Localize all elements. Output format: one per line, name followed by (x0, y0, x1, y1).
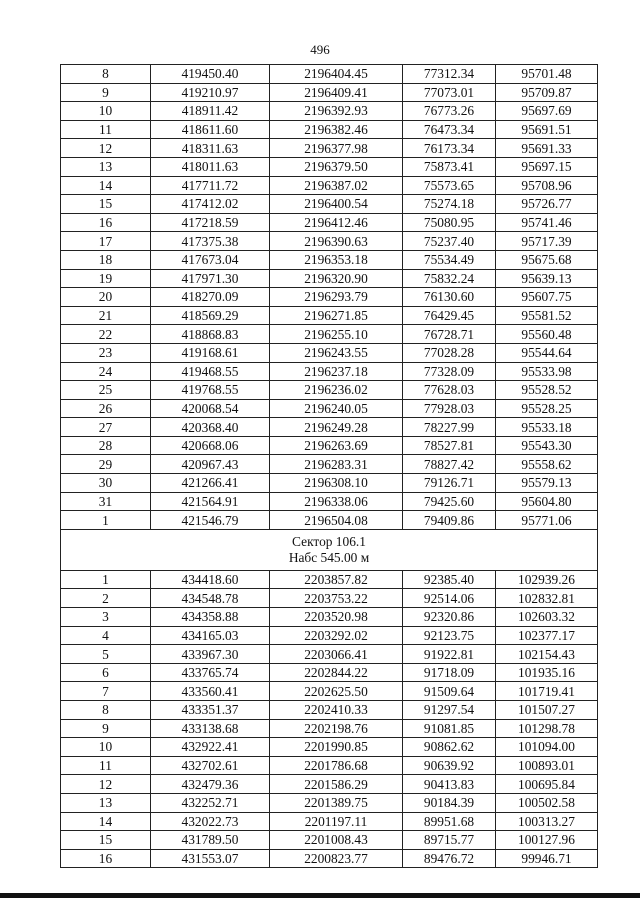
cell-coord-local-x: 76473.34 (403, 120, 496, 139)
table-row (61, 492, 598, 511)
cell-coord-local-x: 76773.26 (403, 102, 496, 121)
page-number: 496 (310, 42, 330, 57)
cell-point-number: 28 (61, 436, 151, 455)
table-row (61, 831, 598, 850)
cell-coord-y: 2196338.06 (270, 492, 403, 511)
cell-coord-local-x: 79126.71 (403, 474, 496, 493)
cell-coord-local-x: 91297.54 (403, 701, 496, 720)
cell-point-number: 10 (61, 738, 151, 757)
cell-coord-y: 2202198.76 (270, 719, 403, 738)
cell-coord-local-x: 89715.77 (403, 831, 496, 850)
table-row (61, 436, 598, 455)
table-row (61, 418, 598, 437)
cell-coord-x: 417971.30 (151, 269, 270, 288)
cell-coord-y: 2196283.31 (270, 455, 403, 474)
cell-point-number: 15 (61, 831, 151, 850)
cell-coord-x: 434358.88 (151, 608, 270, 627)
cell-coord-local-y: 95581.52 (496, 306, 598, 325)
cell-coord-local-x: 79425.60 (403, 492, 496, 511)
cell-coord-local-y: 102832.81 (496, 589, 598, 608)
table-row (61, 213, 598, 232)
cell-coord-y: 2196382.46 (270, 120, 403, 139)
cell-point-number: 13 (61, 793, 151, 812)
cell-coord-x: 432022.73 (151, 812, 270, 831)
cell-coord-local-y: 95604.80 (496, 492, 598, 511)
cell-coord-x: 421564.91 (151, 492, 270, 511)
cell-point-number: 10 (61, 102, 151, 121)
cell-coord-y: 2196377.98 (270, 139, 403, 158)
cell-coord-y: 2196236.02 (270, 381, 403, 400)
cell-coord-y: 2196400.54 (270, 195, 403, 214)
cell-coord-y: 2196412.46 (270, 213, 403, 232)
cell-coord-local-x: 91509.64 (403, 682, 496, 701)
cell-coord-local-y: 95533.98 (496, 362, 598, 381)
cell-coord-y: 2196320.90 (270, 269, 403, 288)
table-row (61, 250, 598, 269)
cell-coord-y: 2196308.10 (270, 474, 403, 493)
cell-coord-local-x: 75534.49 (403, 250, 496, 269)
cell-coord-y: 2200823.77 (270, 849, 403, 868)
cell-coord-local-y: 100313.27 (496, 812, 598, 831)
table-body-part1 (61, 65, 598, 530)
cell-point-number: 20 (61, 288, 151, 307)
cell-coord-local-y: 100502.58 (496, 793, 598, 812)
cell-coord-x: 417673.04 (151, 250, 270, 269)
cell-coord-local-x: 77628.03 (403, 381, 496, 400)
cell-coord-local-y: 95701.48 (496, 65, 598, 84)
cell-point-number: 25 (61, 381, 151, 400)
cell-coord-x: 434548.78 (151, 589, 270, 608)
cell-coord-x: 417711.72 (151, 176, 270, 195)
cell-coord-local-x: 76429.45 (403, 306, 496, 325)
cell-coord-y: 2196293.79 (270, 288, 403, 307)
cell-coord-local-y: 95560.48 (496, 325, 598, 344)
cell-point-number: 17 (61, 232, 151, 251)
cell-coord-local-x: 77328.09 (403, 362, 496, 381)
cell-coord-local-y: 95771.06 (496, 511, 598, 530)
cell-point-number: 15 (61, 195, 151, 214)
cell-coord-y: 2201786.68 (270, 756, 403, 775)
cell-coord-y: 2202410.33 (270, 701, 403, 720)
cell-point-number: 19 (61, 269, 151, 288)
cell-coord-x: 418611.60 (151, 120, 270, 139)
cell-coord-x: 419210.97 (151, 83, 270, 102)
cell-coord-y: 2201389.75 (270, 793, 403, 812)
cell-coord-x: 434418.60 (151, 570, 270, 589)
cell-coord-x: 418270.09 (151, 288, 270, 307)
cell-coord-local-y: 95607.75 (496, 288, 598, 307)
cell-coord-y: 2203292.02 (270, 626, 403, 645)
section-subtitle: Набс 545.00 м (288, 549, 370, 565)
cell-coord-y: 2196240.05 (270, 399, 403, 418)
cell-coord-x: 432922.41 (151, 738, 270, 757)
table-row (61, 682, 598, 701)
cell-coord-x: 419468.55 (151, 362, 270, 381)
cell-point-number: 12 (61, 775, 151, 794)
table-row (61, 626, 598, 645)
cell-point-number: 22 (61, 325, 151, 344)
table-row (61, 288, 598, 307)
cell-coord-x: 420068.54 (151, 399, 270, 418)
cell-coord-local-y: 95691.33 (496, 139, 598, 158)
table-row (61, 756, 598, 775)
cell-coord-y: 2196387.02 (270, 176, 403, 195)
cell-coord-x: 432702.61 (151, 756, 270, 775)
table-row (61, 775, 598, 794)
cell-point-number: 1 (61, 511, 151, 530)
cell-coord-local-x: 76130.60 (403, 288, 496, 307)
cell-coord-y: 2203066.41 (270, 645, 403, 664)
cell-coord-x: 433765.74 (151, 663, 270, 682)
cell-point-number: 5 (61, 645, 151, 664)
cell-point-number: 24 (61, 362, 151, 381)
cell-coord-local-x: 90862.62 (403, 738, 496, 757)
table-row (61, 701, 598, 720)
cell-point-number: 21 (61, 306, 151, 325)
cell-coord-local-y: 95639.13 (496, 269, 598, 288)
cell-coord-local-x: 77028.28 (403, 343, 496, 362)
cell-coord-x: 432479.36 (151, 775, 270, 794)
cell-coord-x: 418311.63 (151, 139, 270, 158)
table-row (61, 570, 598, 589)
table-row (61, 139, 598, 158)
cell-coord-local-x: 75237.40 (403, 232, 496, 251)
cell-coord-y: 2201008.43 (270, 831, 403, 850)
cell-point-number: 16 (61, 849, 151, 868)
cell-coord-y: 2203753.22 (270, 589, 403, 608)
cell-point-number: 13 (61, 157, 151, 176)
cell-coord-local-x: 75274.18 (403, 195, 496, 214)
cell-point-number: 11 (61, 756, 151, 775)
cell-point-number: 1 (61, 570, 151, 589)
cell-coord-x: 417375.38 (151, 232, 270, 251)
cell-point-number: 27 (61, 418, 151, 437)
cell-coord-x: 417412.02 (151, 195, 270, 214)
cell-coord-local-x: 77312.34 (403, 65, 496, 84)
cell-point-number: 30 (61, 474, 151, 493)
cell-coord-y: 2196271.85 (270, 306, 403, 325)
cell-coord-local-y: 102603.32 (496, 608, 598, 627)
cell-coord-local-x: 76728.71 (403, 325, 496, 344)
cell-coord-local-x: 90639.92 (403, 756, 496, 775)
cell-coord-local-x: 90184.39 (403, 793, 496, 812)
table-row (61, 719, 598, 738)
section-cell (61, 529, 598, 570)
cell-coord-local-y: 102154.43 (496, 645, 598, 664)
cell-coord-local-x: 75080.95 (403, 213, 496, 232)
cell-coord-local-x: 79409.86 (403, 511, 496, 530)
cell-coord-local-y: 95558.62 (496, 455, 598, 474)
cell-coord-local-y: 100695.84 (496, 775, 598, 794)
cell-coord-y: 2196504.08 (270, 511, 403, 530)
cell-point-number: 9 (61, 83, 151, 102)
cell-coord-y: 2201197.11 (270, 812, 403, 831)
cell-coord-local-y: 95741.46 (496, 213, 598, 232)
cell-coord-local-y: 95697.15 (496, 157, 598, 176)
cell-coord-x: 433138.68 (151, 719, 270, 738)
cell-coord-local-y: 95544.64 (496, 343, 598, 362)
cell-coord-local-y: 101935.16 (496, 663, 598, 682)
cell-coord-local-y: 102939.26 (496, 570, 598, 589)
cell-coord-local-x: 78827.42 (403, 455, 496, 474)
cell-coord-x: 419450.40 (151, 65, 270, 84)
table-row (61, 849, 598, 868)
cell-coord-y: 2201990.85 (270, 738, 403, 757)
cell-coord-y: 2203857.82 (270, 570, 403, 589)
cell-coord-x: 431553.07 (151, 849, 270, 868)
cell-coord-x: 433560.41 (151, 682, 270, 701)
coordinates-table (60, 64, 598, 868)
cell-coord-y: 2201586.29 (270, 775, 403, 794)
cell-coord-local-x: 92385.40 (403, 570, 496, 589)
cell-coord-local-y: 95691.51 (496, 120, 598, 139)
cell-point-number: 3 (61, 608, 151, 627)
cell-coord-local-x: 75832.24 (403, 269, 496, 288)
cell-coord-local-y: 95709.87 (496, 83, 598, 102)
table-row (61, 793, 598, 812)
cell-coord-local-y: 99946.71 (496, 849, 598, 868)
cell-coord-x: 432252.71 (151, 793, 270, 812)
table-row (61, 176, 598, 195)
cell-coord-y: 2196379.50 (270, 157, 403, 176)
table-row (61, 157, 598, 176)
table-row (61, 195, 598, 214)
table-row (61, 455, 598, 474)
cell-point-number: 12 (61, 139, 151, 158)
cell-coord-x: 418868.83 (151, 325, 270, 344)
table-row (61, 232, 598, 251)
table-row (61, 738, 598, 757)
section-row (61, 529, 598, 570)
cell-coord-local-y: 95579.13 (496, 474, 598, 493)
cell-coord-local-y: 95697.69 (496, 102, 598, 121)
table-row (61, 645, 598, 664)
section-title: Сектор 106.1 (292, 533, 366, 549)
cell-coord-x: 433351.37 (151, 701, 270, 720)
cell-point-number: 8 (61, 65, 151, 84)
cell-coord-y: 2196409.41 (270, 83, 403, 102)
cell-coord-local-y: 100127.96 (496, 831, 598, 850)
cell-point-number: 9 (61, 719, 151, 738)
table-row (61, 269, 598, 288)
table-row (61, 65, 598, 84)
table-row (61, 381, 598, 400)
cell-point-number: 16 (61, 213, 151, 232)
cell-coord-x: 419768.55 (151, 381, 270, 400)
table-body-part2 (61, 570, 598, 868)
cell-point-number: 11 (61, 120, 151, 139)
table-row (61, 306, 598, 325)
cell-point-number: 14 (61, 176, 151, 195)
cell-coord-x: 418569.29 (151, 306, 270, 325)
table-row (61, 83, 598, 102)
cell-coord-y: 2196353.18 (270, 250, 403, 269)
cell-coord-y: 2196404.45 (270, 65, 403, 84)
table-row (61, 474, 598, 493)
cell-coord-y: 2202844.22 (270, 663, 403, 682)
cell-coord-x: 421546.79 (151, 511, 270, 530)
cell-coord-local-y: 95708.96 (496, 176, 598, 195)
cell-coord-local-x: 92123.75 (403, 626, 496, 645)
cell-coord-y: 2196390.63 (270, 232, 403, 251)
cell-coord-y: 2196237.18 (270, 362, 403, 381)
cell-coord-x: 433967.30 (151, 645, 270, 664)
cell-point-number: 7 (61, 682, 151, 701)
cell-coord-local-x: 77073.01 (403, 83, 496, 102)
cell-coord-x: 431789.50 (151, 831, 270, 850)
cell-coord-local-y: 102377.17 (496, 626, 598, 645)
table-row (61, 511, 598, 530)
cell-point-number: 18 (61, 250, 151, 269)
cell-coord-y: 2196263.69 (270, 436, 403, 455)
cell-coord-local-x: 91718.09 (403, 663, 496, 682)
table-row (61, 608, 598, 627)
cell-coord-x: 418911.42 (151, 102, 270, 121)
table-row (61, 663, 598, 682)
table-row (61, 102, 598, 121)
cell-coord-local-x: 78527.81 (403, 436, 496, 455)
cell-coord-local-y: 101507.27 (496, 701, 598, 720)
cell-coord-y: 2202625.50 (270, 682, 403, 701)
cell-coord-local-x: 78227.99 (403, 418, 496, 437)
cell-coord-local-x: 90413.83 (403, 775, 496, 794)
cell-coord-local-x: 92514.06 (403, 589, 496, 608)
cell-coord-x: 419168.61 (151, 343, 270, 362)
cell-coord-local-x: 91922.81 (403, 645, 496, 664)
cell-coord-x: 434165.03 (151, 626, 270, 645)
cell-coord-local-y: 95675.68 (496, 250, 598, 269)
cell-coord-local-y: 101719.41 (496, 682, 598, 701)
cell-coord-x: 420668.06 (151, 436, 270, 455)
cell-coord-y: 2196249.28 (270, 418, 403, 437)
cell-coord-local-x: 92320.86 (403, 608, 496, 627)
cell-coord-local-y: 101298.78 (496, 719, 598, 738)
cell-point-number: 31 (61, 492, 151, 511)
table-row (61, 120, 598, 139)
table-row (61, 325, 598, 344)
cell-coord-local-y: 95528.52 (496, 381, 598, 400)
cell-coord-x: 417218.59 (151, 213, 270, 232)
cell-point-number: 26 (61, 399, 151, 418)
cell-coord-local-x: 89951.68 (403, 812, 496, 831)
cell-coord-local-y: 95528.25 (496, 399, 598, 418)
cell-coord-y: 2196255.10 (270, 325, 403, 344)
cell-point-number: 2 (61, 589, 151, 608)
cell-coord-x: 418011.63 (151, 157, 270, 176)
table-row (61, 343, 598, 362)
section-header (61, 529, 598, 570)
cell-coord-local-y: 95726.77 (496, 195, 598, 214)
cell-point-number: 4 (61, 626, 151, 645)
cell-coord-x: 420368.40 (151, 418, 270, 437)
cell-coord-local-x: 75873.41 (403, 157, 496, 176)
cell-point-number: 29 (61, 455, 151, 474)
cell-coord-x: 420967.43 (151, 455, 270, 474)
cell-coord-local-y: 101094.00 (496, 738, 598, 757)
table-row (61, 399, 598, 418)
cell-coord-local-y: 95543.30 (496, 436, 598, 455)
cell-coord-local-x: 89476.72 (403, 849, 496, 868)
cell-coord-x: 421266.41 (151, 474, 270, 493)
cell-coord-local-x: 76173.34 (403, 139, 496, 158)
cell-point-number: 14 (61, 812, 151, 831)
cell-point-number: 6 (61, 663, 151, 682)
cell-coord-local-y: 95717.39 (496, 232, 598, 251)
cell-coord-local-x: 75573.65 (403, 176, 496, 195)
cell-point-number: 8 (61, 701, 151, 720)
cell-coord-y: 2196243.55 (270, 343, 403, 362)
table-row (61, 812, 598, 831)
cell-coord-local-y: 95533.18 (496, 418, 598, 437)
table-row (61, 589, 598, 608)
cell-coord-local-y: 100893.01 (496, 756, 598, 775)
cell-coord-y: 2196392.93 (270, 102, 403, 121)
scan-bottom-edge (0, 893, 640, 898)
cell-coord-local-x: 77928.03 (403, 399, 496, 418)
table-row (61, 362, 598, 381)
cell-coord-y: 2203520.98 (270, 608, 403, 627)
cell-point-number: 23 (61, 343, 151, 362)
cell-coord-local-x: 91081.85 (403, 719, 496, 738)
